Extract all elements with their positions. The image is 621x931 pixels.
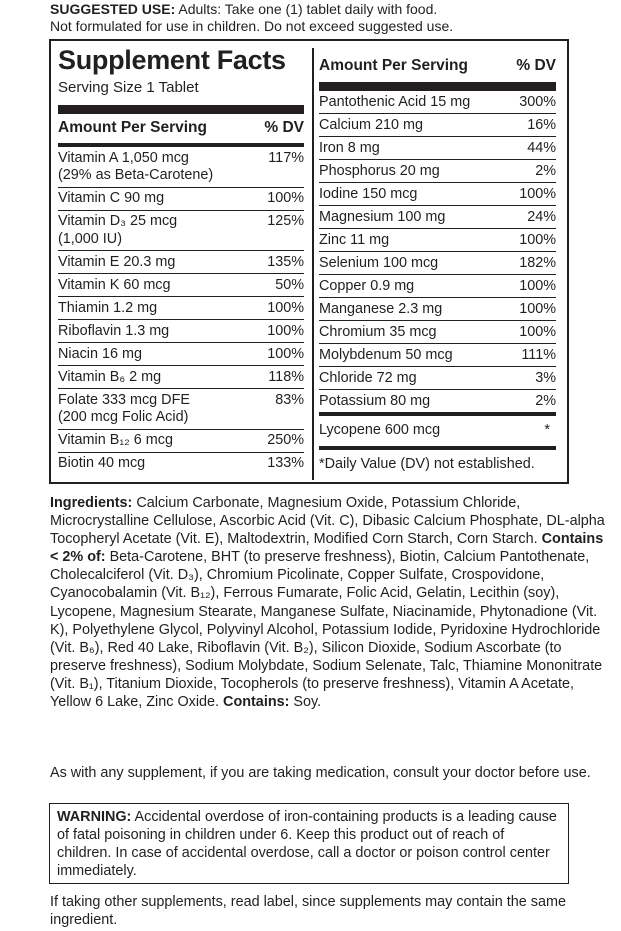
nutrient-dv: 100% [519,185,556,202]
nutrient-name: Pantothenic Acid 15 mg [319,93,471,110]
nutrient-row [319,114,556,137]
nutrient-name: Potassium 80 mg [319,392,431,409]
nutrient-row [319,390,556,412]
nutrient-name: Biotin 40 mcg [58,455,146,471]
left-nutrient-list [58,147,304,475]
nutrient-row [319,321,556,344]
allergen-text: Soy. [289,694,322,711]
nutrient-dv: 182% [519,254,556,271]
nutrient-dv: 133% [267,455,304,471]
contains-label: Contains: [223,694,290,711]
nutrient-name: Vitamin E 20.3 mg [58,253,176,270]
nutrient-name: Vitamin D₃ 25 mcg (1,000 IU) [58,213,178,247]
nutrient-name: Selenium 100 mcg [319,254,439,271]
nutrient-row [58,188,304,211]
facts-left-column [58,41,304,475]
suggested-use-line-2: Not formulated for use in children. Do not exceed suggested use. [50,18,454,34]
medication-advice: As with any supplement, if you are taking medication, consult your doctor before use. [50,765,591,781]
nutrient-name: Vitamin A 1,050 mcg (29% as Beta-Carotene) [58,149,214,183]
nutrient-name: Thiamin 1.2 mg [58,299,158,316]
nutrient-dv: 118% [268,368,304,385]
nutrient-name: Phosphorus 20 mg [319,162,440,179]
nutrient-name: Iron 8 mg [319,139,380,156]
nutrient-name: Niacin 16 mg [58,345,142,362]
nutrient-name: Vitamin B₆ 2 mg [58,368,162,385]
nutrient-row [319,183,556,206]
nutrient-row [319,206,556,229]
ingredients-text-main: Calcium Carbonate, Magnesium Oxide, Potassium Chloride, Microcrystalline Cellulose, Ascorbic Acid (Vit. C), Dibasic Calcium Phosphate, DL-alpha Tocopheryl Acetate (Vit. E), Maltodextrin, Modified Corn Starch, Corn Starch. [50,495,605,548]
nutrient-dv: 83% [275,391,304,408]
nutrient-dv: 117% [268,149,304,166]
nutrient-name: Chromium 35 mcg [319,323,437,340]
suggested-use-line-1 [50,1,610,18]
serving-size: Serving Size 1 Tablet [58,79,304,114]
nutrient-dv: 24% [527,208,556,225]
nutrient-row [58,453,304,475]
nutrient-row [58,343,304,366]
ingredients-label: Ingredients: [50,495,133,511]
nutrient-dv: 100% [519,300,556,317]
header-dv-right: % DV [516,57,556,74]
nutrient-row [58,251,304,274]
nutrient-dv: 2% [535,392,556,409]
warning-label: WARNING: [57,809,132,825]
nutrient-row [319,137,556,160]
nutrient-dv: 100% [267,190,304,206]
nutrient-name: Vitamin K 60 mcg [58,276,171,293]
nutrient-row [58,430,304,453]
nutrient-dv: 100% [519,323,556,340]
nutrient-dv: 44% [527,139,556,156]
nutrient-name: Vitamin C 90 mg [58,190,165,206]
header-amount: Amount Per Serving [58,119,207,136]
nutrient-name: Molybdenum 50 mcg [319,346,453,363]
nutrient-name: Riboflavin 1.3 mg [58,322,170,339]
nutrient-name: Calcium 210 mg [319,116,423,133]
nutrient-row [58,320,304,343]
nutrient-dv: 100% [267,345,304,362]
suggested-use-text: Adults: Take one (1) tablet daily with food. [178,1,438,17]
facts-right-column [319,41,556,473]
facts-title: Supplement Facts [58,45,286,75]
nutrient-name: Zinc 11 mg [319,231,390,248]
nutrient-row [58,366,304,389]
nutrient-row [58,389,304,430]
warning-text: Accidental overdose of iron-containing products is a leading cause of fatal poisoning in children under 6. Keep this product out of reach of children. In case of accidental overdose, call a doctor or poison control center immediately. [57,809,557,879]
suggested-use [50,1,610,35]
nutrient-row [319,298,556,321]
nutrient-dv: 100% [267,299,304,316]
nutrient-name: Iodine 150 mcg [319,185,418,202]
nutrient-name: Chloride 72 mg [319,369,417,386]
ingredients-text-minor: Beta-Carotene, BHT (to preserve freshness), Biotin, Calcium Pantothenate, Cholecalciferol (Vit. D₃), Chromium Picolinate, Copper Sulfate, Crospovidone, Cyanocobalamin (Vit. B₁₂), Ferrous Fumarate, Folic Acid, Gelatin, Lecithin (soy), Lycopene, Magnesium Stearate, Manganese Sulfate, Niacinamide, Phytonadione (Vit. K), Polyethylene Glycol, Polyvinyl Alcohol, Potassium Iodide, Pyridoxine Hydrochloride (Vit. B₆), Red 40 Lake, Riboflavin (Vit. B₂), Silicon Dioxide, Sodium Ascorbate (to preserve freshness), Sodium Molybdate, Sodium Selenate, Talc, Thiamine Mononitrate (Vit. B₁), Titanium Dioxide, Tocopherols (to preserve freshness), Vitamin A Acetate, Yellow 6 Lake, Zinc Oxide. [50,549,603,711]
nutrient-dv: 2% [535,162,556,179]
other-supplements-note: If taking other supplements, read label, since supplements may contain the same ingredient. [50,894,566,928]
nutrient-name: Lycopene 600 mcg [319,422,441,438]
column-divider [312,48,314,480]
nutrient-row [319,91,556,114]
ingredients-paragraph [50,494,610,711]
supplement-facts-panel [49,39,569,484]
nutrient-dv: * [544,422,550,438]
nutrient-name: Vitamin B₁₂ 6 mcg [58,432,173,448]
right-nutrient-list [319,91,556,412]
header-dv: % DV [264,119,304,136]
nutrient-row [58,147,304,188]
nutrient-row [319,252,556,275]
contains-less-label: Contains < 2% of: [50,531,604,566]
nutrient-dv: 50% [275,276,304,293]
nutrient-name: Magnesium 100 mg [319,208,446,225]
nutrient-row [319,160,556,183]
nutrient-row [319,275,556,298]
nutrient-row [319,229,556,252]
nutrient-dv: 125% [267,213,304,229]
nutrient-dv: 300% [519,93,556,110]
nutrient-dv: 100% [267,322,304,339]
header-amount-right: Amount Per Serving [319,57,468,74]
nutrient-row [58,297,304,320]
facts-header-left [58,114,304,147]
nutrient-name: Manganese 2.3 mg [319,300,443,317]
nutrient-row [319,344,556,367]
suggested-use-label: SUGGESTED USE: [50,1,176,17]
nutrient-name: Copper 0.9 mg [319,277,415,294]
facts-header-right [319,41,556,91]
iron-warning-box [49,803,569,884]
nutrient-row [58,211,304,252]
nutrient-name: Folate 333 mcg DFE (200 mcg Folic Acid) [58,391,190,425]
dv-footnote: *Daily Value (DV) not established. [319,446,556,473]
nutrient-dv: 135% [267,253,304,270]
nutrient-row-lycopene [319,412,556,446]
nutrient-dv: 100% [519,277,556,294]
nutrient-row [58,274,304,297]
nutrient-dv: 250% [267,432,304,448]
nutrient-dv: 3% [535,369,556,386]
nutrient-row [319,367,556,390]
nutrient-dv: 16% [527,116,556,133]
nutrient-dv: 111% [521,346,556,363]
nutrient-dv: 100% [519,231,556,248]
